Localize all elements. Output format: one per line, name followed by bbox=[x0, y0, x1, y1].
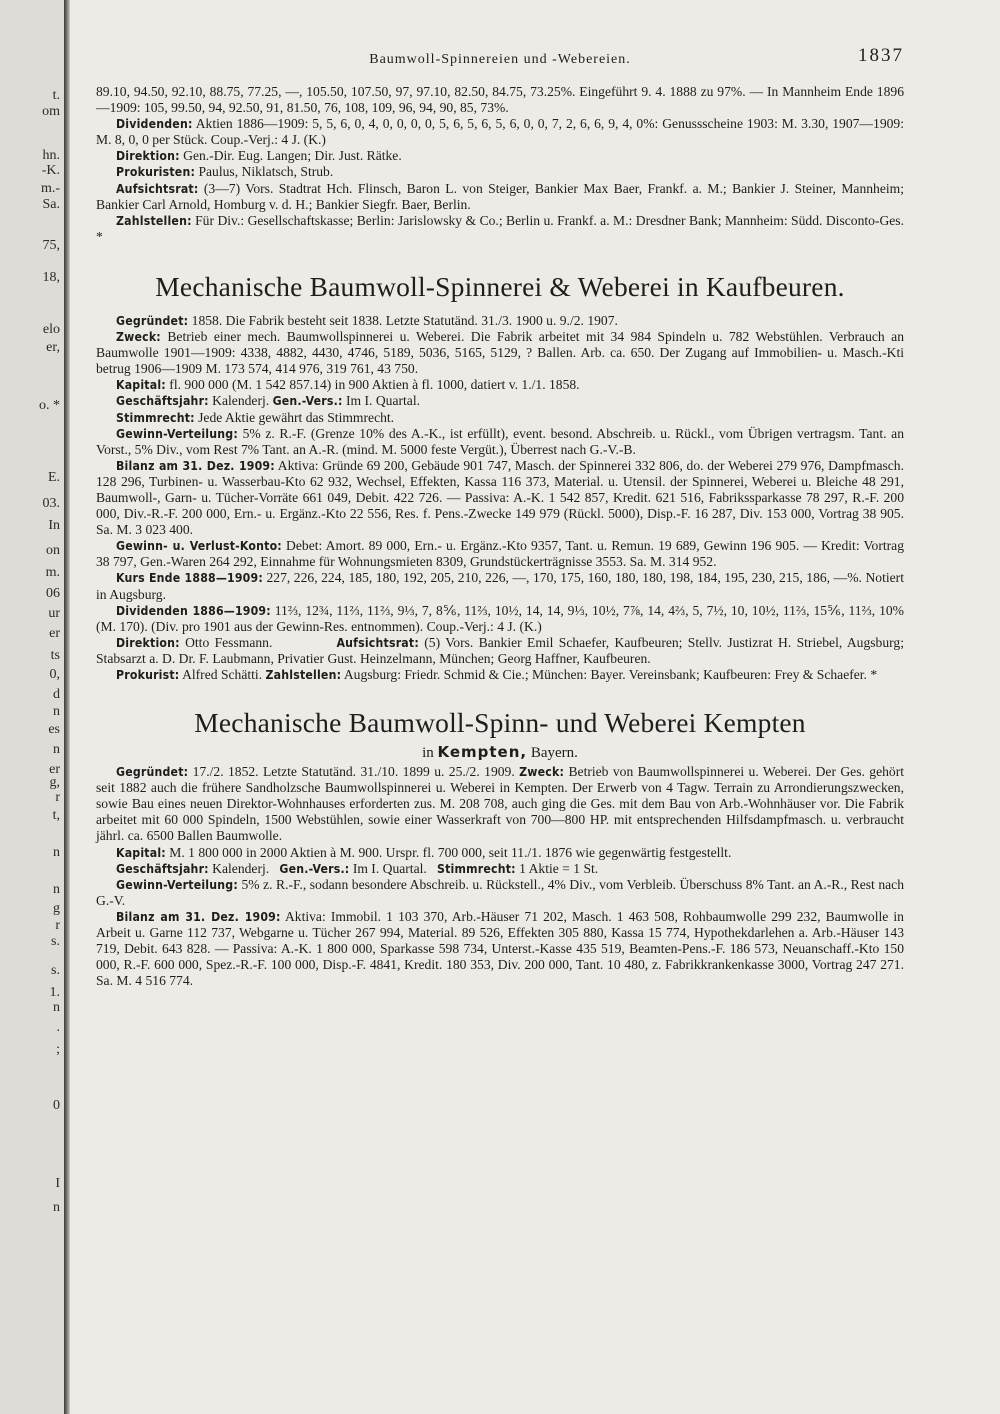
prokurist-text: Alfred Schätti. bbox=[182, 667, 263, 682]
genvers-label: Gen.-Vers.: bbox=[279, 861, 350, 876]
zahlstellen-text: Augsburg: Friedr. Schmid & Cie.; München: Bayer. Vereinsbank; Kaufbeuren: Frey & Schaefer. * bbox=[343, 667, 878, 682]
zahlstellen-text: Für Div.: Gesellschaftskasse; Berlin: Jarislowsky & Co.; Berlin u. Frankf. a. M.: Dresdner Bank; Mannheim: Südd. Disconto-Ges. * bbox=[96, 212, 904, 244]
margin-fragment: 03. bbox=[42, 496, 60, 511]
gewinn-label: Gewinn-Verteilung: bbox=[116, 426, 238, 441]
margin-fragment: r bbox=[55, 790, 60, 805]
prokuristen-para bbox=[96, 164, 904, 180]
page-number: 1837 bbox=[858, 45, 904, 66]
direktion-label: Direktion: bbox=[116, 149, 180, 164]
aufsichtsrat-text: (5) Vors. Bankier Emil Schaefer, Kaufbeuren; Stellv. Justizrat H. Striebel, Augsburg; Stabsarzt a. D. Dr. F. Laubmann, Privatier Gust. Heinzelmann, München; Georg Haffner, Kaufbeuren. bbox=[96, 634, 905, 666]
subheading-city: Kempten, bbox=[437, 743, 528, 762]
zweck-text: Betrieb von Baumwollspinnerei u. Weberei. Der Ges. gehört seit 1882 auch die frühere Sandholzsche Baumwollspinnerei u. Weberei in Kempten. Der Erwerb von 4 Tagw. Terrain zu Arrondierungszwecken, sowie Bau eines neuen Direktor-Wohnhauses erforderten zus. M. 208 708, auch ging die Ges. mit dem Bau von Arb.-Wohnhäuser vor. Die Fabrik arbeitet mit 60 000 Spindeln, 1500 Webstühlen, sowie einer Wasserkraft von 700—800 HP. mit entsprechenden Hilfsdampfmasch. u. verbraucht jährl. ca. 6500 Ballen Baumwolle. bbox=[96, 764, 905, 844]
kapital-para bbox=[96, 845, 904, 861]
margin-fragment: m.- bbox=[40, 181, 60, 196]
gegruendet-label: Gegründet: bbox=[116, 313, 189, 328]
margin-fragment: o. * bbox=[39, 398, 60, 413]
dividenden-para bbox=[96, 603, 904, 635]
previous-entry bbox=[96, 84, 904, 245]
margin-fragment: m. bbox=[45, 565, 60, 580]
margin-fragment: . bbox=[56, 1020, 60, 1035]
geschaeftsjahr-label: Geschäftsjahr: bbox=[116, 394, 209, 409]
margin-fragment: g bbox=[53, 901, 60, 916]
prokurist-label: Prokurist: bbox=[116, 668, 180, 682]
margin-fragment: er bbox=[49, 626, 60, 641]
kapital-text: fl. 900 000 (M. 1 542 857.14) in 900 Aktien à fl. 1000, datiert v. 1./1. 1858. bbox=[169, 377, 580, 393]
aufsichtsrat-text: (3—7) Vors. Stadtrat Hch. Flinsch, Baron L. von Steiger, Bankier Max Baer, Frankf. a. M.; Bankier J. Steiner, Mannheim; Bankier Carl Arnold, Homburg v. d. H.; Bankier Siegfr. Baer, Berlin. bbox=[96, 180, 904, 212]
kurs-para bbox=[96, 570, 904, 602]
direktion-para bbox=[96, 148, 904, 164]
zahlstellen-label: Zahlstellen: bbox=[265, 668, 342, 682]
margin-fragment: r bbox=[55, 918, 60, 933]
margin-fragment: 06 bbox=[46, 586, 60, 601]
company-heading-kaufbeuren: Mechanische Baumwoll-Spinnerei & Weberei in Kaufbeuren. bbox=[155, 270, 845, 302]
margin-fragment: t, bbox=[52, 808, 60, 823]
kurs-text: 227, 226, 224, 185, 180, 192, 205, 210, 226, —, 170, 175, 160, 180, 180, 198, 184, 195, 230, 215, 186, —%. Notiert in Augsburg. bbox=[96, 570, 904, 602]
prokuristen-text: Paulus, Niklatsch, Strub. bbox=[198, 164, 334, 180]
dividenden-text: Aktien 1886—1909: 5, 5, 6, 0, 4, 0, 0, 0, 0, 5, 6, 5, 6, 5, 6, 0, 0, 7, 2, 6, 6, 9, 4, 0%: Genussscheine 1903: M. 3.30, 1907—1909: M. 8, 0, 0 per Stück. Coup.-Verj.: 4 J. (K.) bbox=[96, 116, 904, 148]
dividenden-text: 11⅔, 12¾, 11⅔, 11⅔, 9⅓, 7, 8⅚, 11⅔, 10½, 14, 14, 9⅓, 10½, 7⅞, 14, 4⅔, 5, 7½, 10, 10½, 11⅔, 15⅚, 11⅔, 10% (M. 170). (Div. pro 1901 aus der Gewinn-Res. entnommen). Coup.-Verj.: 4 J. (K.) bbox=[96, 602, 905, 634]
stimmrecht-text: Jede Aktie gewährt das Stimmrecht. bbox=[198, 409, 395, 425]
margin-fragment: n bbox=[53, 1200, 60, 1215]
margin-fragment: n bbox=[53, 845, 60, 860]
genvers-label: Gen.-Vers.: bbox=[272, 394, 343, 409]
prokurist-para bbox=[96, 667, 904, 683]
gegruendet-text: 17./2. 1852. Letzte Statutänd. 31./10. 1899 u. 25./2. 1909. bbox=[192, 764, 515, 780]
aufsichtsrat-para bbox=[96, 181, 904, 213]
margin-fragment: g, bbox=[49, 775, 60, 790]
gewinn-text: 5% z. R.-F., sodann besondere Abschreib. u. Rückstell., 4% Div., vom Verbleib. Überschuss 8% Tant. an A.-R., Rest nach G.-V. bbox=[96, 876, 904, 908]
margin-fragment: on bbox=[46, 543, 60, 558]
bilanz-para bbox=[96, 458, 904, 538]
margin-fragment: 75, bbox=[42, 238, 60, 253]
subheading-region: Bayern. bbox=[530, 745, 578, 762]
genvers-text: Im I. Quartal. bbox=[346, 393, 420, 409]
bilanz-text: Aktiva: Gründe 69 200, Gebäude 901 747, Masch. der Spinnerei 332 806, do. der Weberei 279 976, Dampfmasch. 128 296, Turbinen- u. Wasserbau-Kto 62 932, Wechsel, Effekten, Kassa 116 373, Material. u. Utensil. der Spinnerei, Weberei u. Bleiche 48 291, Baumwoll-, Garn- u. Tücher-Vorräte 661 049, Debit. 422 726. — Passiva: A.-K. 1 542 857, Kredit. 621 516, Fabrikssparkasse 78 297, R.-F. 200 000, Div.-R.-F. 200 000, Ern.- u. Ergänz.-Kto 22 556, Res. f. Pens.-Zwecke 149 979 (Rückl. 5000), Disp.-F. 16 287, Div. 153 000, Vortrag 38 905. Sa. M. 3 023 400. bbox=[96, 457, 905, 538]
dividenden-label: Dividenden 1886—1909: bbox=[116, 603, 271, 618]
margin-fragment: n bbox=[53, 742, 60, 757]
book-gutter bbox=[64, 0, 70, 1414]
kapital-para bbox=[96, 377, 904, 393]
geschaeftsjahr-para bbox=[96, 393, 904, 409]
guv-label: Gewinn- u. Verlust-Konto: bbox=[116, 539, 282, 554]
entry-kempten bbox=[96, 707, 904, 989]
genvers-text: Im I. Quartal. bbox=[352, 860, 427, 876]
bilanz-label: Bilanz am 31. Dez. 1909: bbox=[116, 458, 275, 473]
company-heading-kempten: Mechanische Baumwoll-Spinn- und Weberei Kempten bbox=[194, 707, 806, 739]
zweck-para bbox=[96, 329, 904, 377]
margin-fragment: er, bbox=[46, 340, 60, 355]
margin-fragment: 18, bbox=[42, 270, 60, 285]
stimmrecht-para bbox=[96, 410, 904, 426]
guv-text: Debet: Amort. 89 000, Ern.- u. Ergänz.-Kto 9357, Tant. u. Remun. 19 689, Gewinn 196 905. — Kredit: Vortrag 38 797, Gen.-Waren 264 292, Einnahme für Wohnungsmieten 8309, Grundstückerträgnisse 3553. Sa. M. 314 952. bbox=[96, 538, 904, 570]
bilanz-text: Aktiva: Immobil. 1 103 370, Arb.-Häuser 71 202, Masch. 1 463 508, Rohbaumwolle 299 232, Baumwolle in Arbeit u. Garne 112 737, Webgarne u. Tücher 267 994, Material. 89 526, Effekten 305 880, Kassa 15 774, Hypothekdarlehen a. Arb.-Häuser 143 719, Debit. 643 828. — Passiva: A.-K. 1 800 000, Sparkasse 598 734, Unterst.-Kasse 435 519, Beamten-Pens.-F. 186 573, Neuanschaff.-Kto 150 000, R.-F. 600 000, Spez.-R.-F. 100 000, Disp.-F. 4841, Kredit. 180 353, Div. 200 000, Tant. 10 480, z. Fabrikkrankenkasse 3000, Vortrag 247 271. Sa. M. 4 516 774. bbox=[96, 908, 904, 989]
gegruendet-zweck-para bbox=[96, 764, 904, 844]
kapital-label: Kapital: bbox=[116, 378, 166, 393]
stimmrecht-label: Stimmrecht: bbox=[116, 410, 195, 425]
zweck-text: Betrieb einer mech. Baumwollspinnerei u. Weberei. Die Fabrik arbeitet mit 34 984 Spindeln u. 782 Webstühlen. Verbrauch an Baumwolle 1901—1909: 4338, 4882, 4430, 4746, 5189, 5036, 5165, 5129, ? Ballen. Arb. ca. 650. Der Zugang auf Immobilien- u. Masch.-Kti betrug 1906—1909 M. 173 574, 414 976, 319 761, 43 750. bbox=[96, 329, 904, 377]
kapital-text: M. 1 800 000 in 2000 Aktien à M. 900. Urspr. fl. 700 000, seit 11./1. 1876 wie gegenwärtig festgestellt. bbox=[169, 844, 732, 860]
direktion-label: Direktion: bbox=[116, 635, 180, 650]
margin-fragment: ts bbox=[50, 648, 60, 663]
running-head bbox=[96, 45, 904, 70]
zweck-label: Zweck: bbox=[519, 765, 565, 780]
subheading-prefix: in bbox=[422, 745, 434, 762]
gewinn-text: 5% z. R.-F. (Grenze 10% des A.-K., ist erfüllt), event. besond. Abschreib. u. Rückl., vom Übrigen vertragsm. Tant. an Vorst., 5% Div., vom Rest 7% Tant. an A.-R. (mind. M. 5000 feste Vergüt.), Überrest nach G.-V.-B. bbox=[96, 425, 904, 457]
margin-fragment: n bbox=[53, 704, 60, 719]
margin-fragment: elo bbox=[42, 322, 60, 337]
margin-fragment: ; bbox=[56, 1042, 60, 1057]
geschaeftsjahr-text: Kalenderj. bbox=[212, 393, 270, 409]
margin-fragment: n bbox=[53, 882, 60, 897]
aufsichtsrat-label: Aufsichtsrat: bbox=[116, 181, 199, 196]
zahlstellen-para bbox=[96, 213, 904, 245]
gewinn-para bbox=[96, 426, 904, 458]
direktion-para bbox=[96, 635, 904, 667]
margin-fragment: om bbox=[42, 104, 60, 119]
gewinn-para bbox=[96, 877, 904, 909]
margin-fragment: I bbox=[55, 1176, 60, 1191]
margin-fragment: hn. bbox=[42, 148, 60, 163]
margin-fragment: In bbox=[48, 518, 60, 533]
company-subheading-kempten bbox=[96, 743, 904, 762]
dividenden-para bbox=[96, 116, 904, 148]
guv-para bbox=[96, 538, 904, 570]
kurs-label: Kurs Ende 1888—1909: bbox=[116, 571, 263, 586]
margin-fragment: 1. bbox=[49, 985, 60, 1000]
margin-fragment: Sa. bbox=[42, 197, 60, 212]
gegruendet-para bbox=[96, 313, 904, 329]
geschaeftsjahr-para bbox=[96, 861, 904, 877]
margin-fragment: -K. bbox=[41, 163, 60, 178]
margin-fragment: es bbox=[48, 722, 60, 737]
margin-fragment: ur bbox=[48, 606, 60, 621]
aufsichtsrat-label: Aufsichtsrat: bbox=[336, 635, 419, 650]
zweck-label: Zweck: bbox=[116, 330, 161, 345]
margin-fragment: d bbox=[53, 687, 60, 702]
stimmrecht-label: Stimmrecht: bbox=[437, 861, 516, 876]
running-head-title: Baumwoll-Spinnereien und -Webereien. bbox=[369, 52, 631, 67]
margin-fragment: s. bbox=[51, 963, 60, 978]
margin-fragment: er bbox=[49, 762, 60, 777]
kapital-label: Kapital: bbox=[116, 845, 166, 860]
gegruendet-label: Gegründet: bbox=[116, 765, 189, 780]
stimmrecht-text: 1 Aktie = 1 St. bbox=[519, 860, 599, 876]
entry-kaufbeuren bbox=[96, 271, 904, 683]
geschaeftsjahr-label: Geschäftsjahr: bbox=[116, 861, 209, 876]
page-content bbox=[96, 45, 905, 989]
margin-fragment: s. bbox=[51, 934, 60, 949]
margin-fragment: n bbox=[53, 1000, 60, 1015]
margin-fragment: 0, bbox=[49, 667, 60, 682]
bilanz-para bbox=[96, 909, 904, 989]
margin-fragment: 0 bbox=[53, 1098, 60, 1113]
prokuristen-label: Prokuristen: bbox=[116, 165, 196, 180]
direktion-text: Gen.-Dir. Eug. Langen; Dir. Just. Rätke. bbox=[183, 148, 402, 164]
margin-fragment: t. bbox=[52, 88, 60, 103]
bilanz-label: Bilanz am 31. Dez. 1909: bbox=[116, 909, 281, 924]
adjacent-page-margin bbox=[0, 0, 64, 1414]
margin-fragment: E. bbox=[47, 470, 60, 485]
dividenden-label: Dividenden: bbox=[116, 117, 193, 132]
direktion-text: Otto Fessmann. bbox=[185, 634, 273, 650]
gegruendet-text: 1858. Die Fabrik besteht seit 1838. Letzte Statutänd. 31./3. 1900 u. 9./2. 1907. bbox=[191, 312, 618, 328]
kurs-continuation: 89.10, 94.50, 92.10, 88.75, 77.25, —, 105.50, 107.50, 97, 97.10, 82.50, 84.75, 73.25%. Eingeführt 9. 4. 1888 zu 97%. — In Mannheim Ende 1896—1909: 105, 99.50, 94, 92.50, 91, 81.50, 76, 108, 109, 96, 94, 90, 85, 73%. bbox=[96, 84, 904, 116]
geschaeftsjahr-text: Kalenderj. bbox=[212, 860, 270, 876]
zahlstellen-label: Zahlstellen: bbox=[116, 213, 192, 228]
gewinn-label: Gewinn-Verteilung: bbox=[116, 877, 238, 892]
